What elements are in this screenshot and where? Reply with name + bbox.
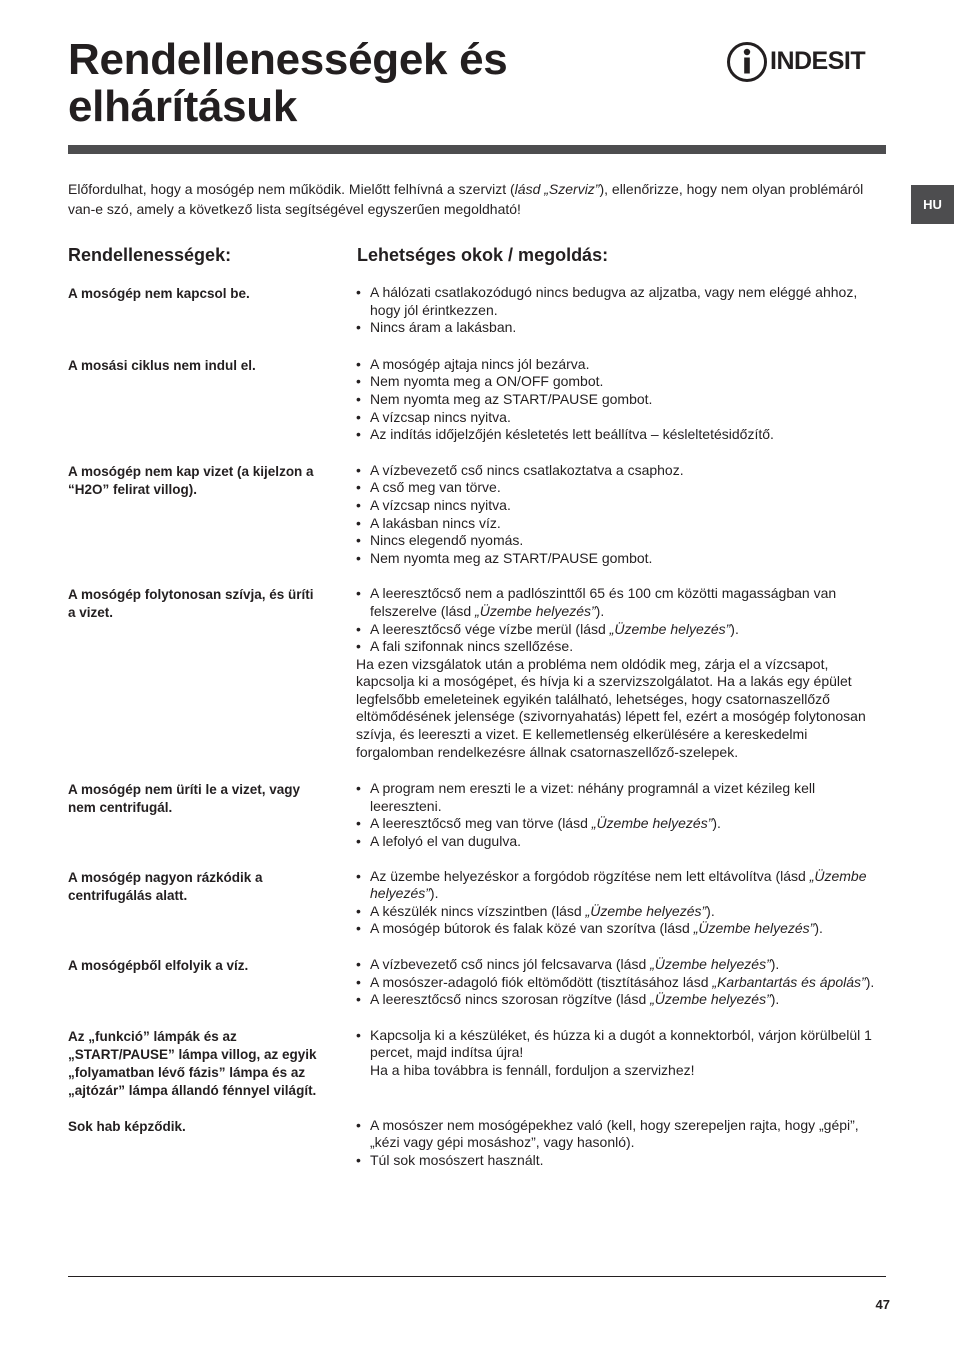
solution-text: A leeresztőcső nincs szorosan rögzítve (lásd: [370, 991, 651, 1008]
footer-divider: [68, 1276, 886, 1277]
solution-item: [356, 621, 884, 639]
solution-text: A vízbevezető cső nincs jól felcsavarva (lásd: [370, 956, 651, 972]
solution-item: [356, 319, 884, 337]
solution-text: Nem nyomta meg az START/PAUSE gombot.: [370, 549, 653, 566]
solution-text: A vízbevezető cső nincs csatlakoztatva a csaphoz.: [370, 461, 684, 478]
solution-text: A fali szifonnak nincs szellőzése.: [370, 638, 574, 655]
solution-text: A lakásban nincs víz.: [370, 514, 501, 531]
solution-text: ).: [770, 956, 780, 972]
intro-reference: lásd „Szerviz”: [514, 181, 600, 197]
solution-text: A mosószer nem mosógépekhez való (kell, hogy szerepeljen rajta, hogy „gépi”, „kézi vagy gépi mosáshoz”, vagy hasonló).: [370, 1116, 859, 1151]
solution-item: [356, 868, 884, 903]
solution-item: [356, 974, 884, 992]
solution-item: [356, 462, 884, 480]
solution-item: [356, 1027, 884, 1080]
solution-list: [356, 780, 884, 850]
solution-text: Nincs elegendő nyomás.: [370, 532, 524, 549]
solution-text: A mosógép ajtaja nincs jól bezárva.: [370, 355, 590, 372]
page-title: [68, 36, 688, 130]
section-reference: „Üzembe helyezés”: [693, 920, 815, 937]
solution-item: [356, 356, 884, 374]
solution-text: A vízcsap nincs nyitva.: [370, 408, 511, 425]
solution-list: [356, 284, 884, 337]
solution-item: [356, 284, 884, 319]
solution-text: Nincs áram a lakásban.: [370, 319, 517, 336]
problem-text: A mosógépből elfolyik a víz.: [68, 958, 249, 973]
solution-text: ).: [706, 902, 715, 919]
solution-text: A mosószer-adagoló fiók eltömődött (tisztításához lásd: [370, 973, 713, 990]
problem-text: A mosógép nem üríti le a vizet, vagy nem centrifugál.: [68, 782, 301, 816]
solution-item: [356, 532, 884, 550]
solution-list: [356, 1117, 884, 1170]
solution-item: [356, 515, 884, 533]
solution-item: [356, 426, 884, 444]
solution-text: A hálózati csatlakozódugó nincs bedugva az aljzatba, vagy nem eléggé ahhoz, hogy jól érintkezzen.: [370, 284, 858, 318]
indesit-logo: [726, 40, 888, 84]
solution-item: [356, 1117, 884, 1152]
solution-text: ).: [712, 815, 721, 832]
solution-item: [356, 815, 884, 833]
problems-heading: Rendellenességek:: [68, 245, 232, 265]
solution-item: [356, 1152, 884, 1170]
section-reference: „Üzembe helyezés”: [650, 956, 771, 972]
solution-text: A leeresztőcső vége vízbe merül (lásd: [370, 620, 610, 637]
problem-text: A mosógép nem kap vizet (a kijelzon a “H2O” felirat villog).: [68, 463, 314, 497]
problem-text: A mosógép nagyon rázkódik a centrifugálás alatt.: [68, 869, 263, 903]
section-reference: „Üzembe helyezés”: [591, 815, 713, 832]
language-tab: HU: [911, 185, 954, 224]
solution-item: [356, 956, 884, 974]
intro-text-end: ), ellenőrizze, hogy nem olyan problémáról van-e szó, amely a következő lista segítségével egyszerűen megoldható!: [68, 181, 864, 217]
section-reference: „Üzembe helyezés”: [650, 991, 771, 1008]
solution-text: ).: [770, 991, 780, 1008]
solution-text: Túl sok mosószert használt.: [370, 1151, 544, 1168]
solution-text: ).: [595, 602, 605, 619]
problem-row: [68, 780, 886, 850]
solution-list: [356, 356, 884, 444]
solution-item: [356, 479, 884, 497]
problem-text: A mosógép nem kapcsol be.: [68, 286, 250, 301]
problem-row: [68, 956, 886, 1009]
problem-text: Sok hab képződik.: [68, 1118, 186, 1134]
section-reference: „Üzembe helyezés”: [475, 602, 596, 619]
solution-text: ).: [429, 885, 439, 902]
problem-row: [68, 868, 886, 938]
solution-item: [356, 497, 884, 515]
solution-note: Ha a hiba továbbra is fennáll, forduljon a szervizhez!: [370, 1061, 695, 1078]
solution-text: A cső meg van törve.: [370, 479, 501, 496]
troubleshooting-table: [68, 284, 886, 1170]
solution-item: [356, 920, 884, 938]
solution-text: A készülék nincs vízszintben (lásd: [370, 902, 586, 919]
problem-text: A mosási ciklus nem indul el.: [68, 357, 256, 373]
problem-row: [68, 356, 886, 444]
solution-text: ).: [730, 620, 739, 637]
section-reference: „Üzembe helyezés”: [609, 620, 731, 637]
solution-item: [356, 903, 884, 921]
solution-text: A leeresztőcső nem a padlószinttől 65 és 100 cm közötti magasságban van felszerelve (lásd: [370, 585, 837, 619]
intro-text-start: Előfordulhat, hogy a mosógép nem működik. Mielőtt felhívná a szervizt (: [68, 181, 515, 197]
solution-text: A program nem ereszti le a vizet: néhány programnál a vizet kézileg kell leereszteni.: [370, 780, 816, 814]
solution-item: [356, 833, 884, 851]
solution-text: A lefolyó el van dugulva.: [370, 833, 521, 850]
solution-text: Nem nyomta meg az START/PAUSE gombot.: [370, 390, 653, 407]
title-line-2: elhárításuk: [68, 82, 298, 131]
solution-item: [356, 550, 884, 568]
section-reference: „Üzembe helyezés”: [370, 867, 867, 902]
problem-text: Az „funkció” lámpák és az „START/PAUSE” lámpa villog, az egyik „folyamatban lévő fázis” lámpa és az „ajtózár” lámpa állandó fénnyel világít.: [68, 1028, 317, 1098]
solution-text: Az indítás időjelzőjén késletetés lett beállítva – késleltetésidőzítő.: [370, 426, 774, 443]
intro-paragraph: [68, 180, 868, 219]
section-reference: „Karbantartás és ápolás”: [712, 973, 866, 990]
problem-row: [68, 462, 886, 568]
solution-list: [356, 1027, 884, 1100]
solution-note: Ha ezen vizsgálatok után a probléma nem oldódik meg, zárja el a vízcsapot, kapcsolja ki a mosógépet, és hívja ki a szervizszolgálatot. Ha a lakás egy épület legfelsőbb emeleteinek egyikén található, lehetséges, hogy csatornaszellőző eltömődésének jelensége (szivornyahatás) lépett fel, ezért a mosógép folytonosan szívja, és leereszti a vizet. E kellemetlenség elkerülésére a kereskedelmi forgalomban rendelkezésre állnak csatornaszellőző-szelepek.: [356, 655, 866, 760]
solution-list: [356, 585, 884, 761]
solution-item: [356, 373, 884, 391]
solution-list: [356, 956, 884, 1009]
problem-text: A mosógép folytonosan szívja, és üríti a vizet.: [68, 587, 314, 621]
title-divider: [68, 145, 886, 154]
solution-text: Kapcsolja ki a készüléket, és húzza ki a dugót a konnektorból, várjon körülbelül 1 percet, majd indítsa újra!: [370, 1026, 872, 1061]
indesit-i-icon: [726, 40, 768, 84]
solution-item: [356, 391, 884, 409]
section-reference: „Üzembe helyezés”: [585, 902, 707, 919]
brand-name: INDESIT: [770, 47, 866, 75]
title-line-1: Rendellenességek és: [68, 35, 508, 84]
solutions-heading: Lehetséges okok / megoldás:: [357, 245, 609, 265]
solution-text: A leeresztőcső meg van törve (lásd: [370, 815, 592, 832]
solution-item: [356, 585, 884, 620]
solution-text: Nem nyomta meg a ON/OFF gombot.: [370, 373, 604, 390]
solution-list: [356, 868, 884, 938]
solution-text: ).: [814, 920, 823, 937]
solution-item: [356, 780, 884, 815]
solution-item: [356, 638, 884, 656]
solution-text: A vízcsap nincs nyitva.: [370, 496, 511, 513]
problem-row: [68, 1027, 886, 1100]
problem-row: [68, 284, 886, 337]
solution-text: ).: [865, 973, 875, 990]
problem-row: [68, 585, 886, 761]
solution-text: Az üzembe helyezéskor a forgódob rögzítése nem lett eltávolítva (lásd: [370, 867, 810, 884]
solution-text: A mosógép bútorok és falak közé van szorítva (lásd: [370, 920, 694, 937]
solution-item: [356, 991, 884, 1009]
problem-row: [68, 1117, 886, 1170]
page-number: 47: [875, 1297, 890, 1312]
solution-item: [356, 409, 884, 427]
solution-list: [356, 462, 884, 568]
